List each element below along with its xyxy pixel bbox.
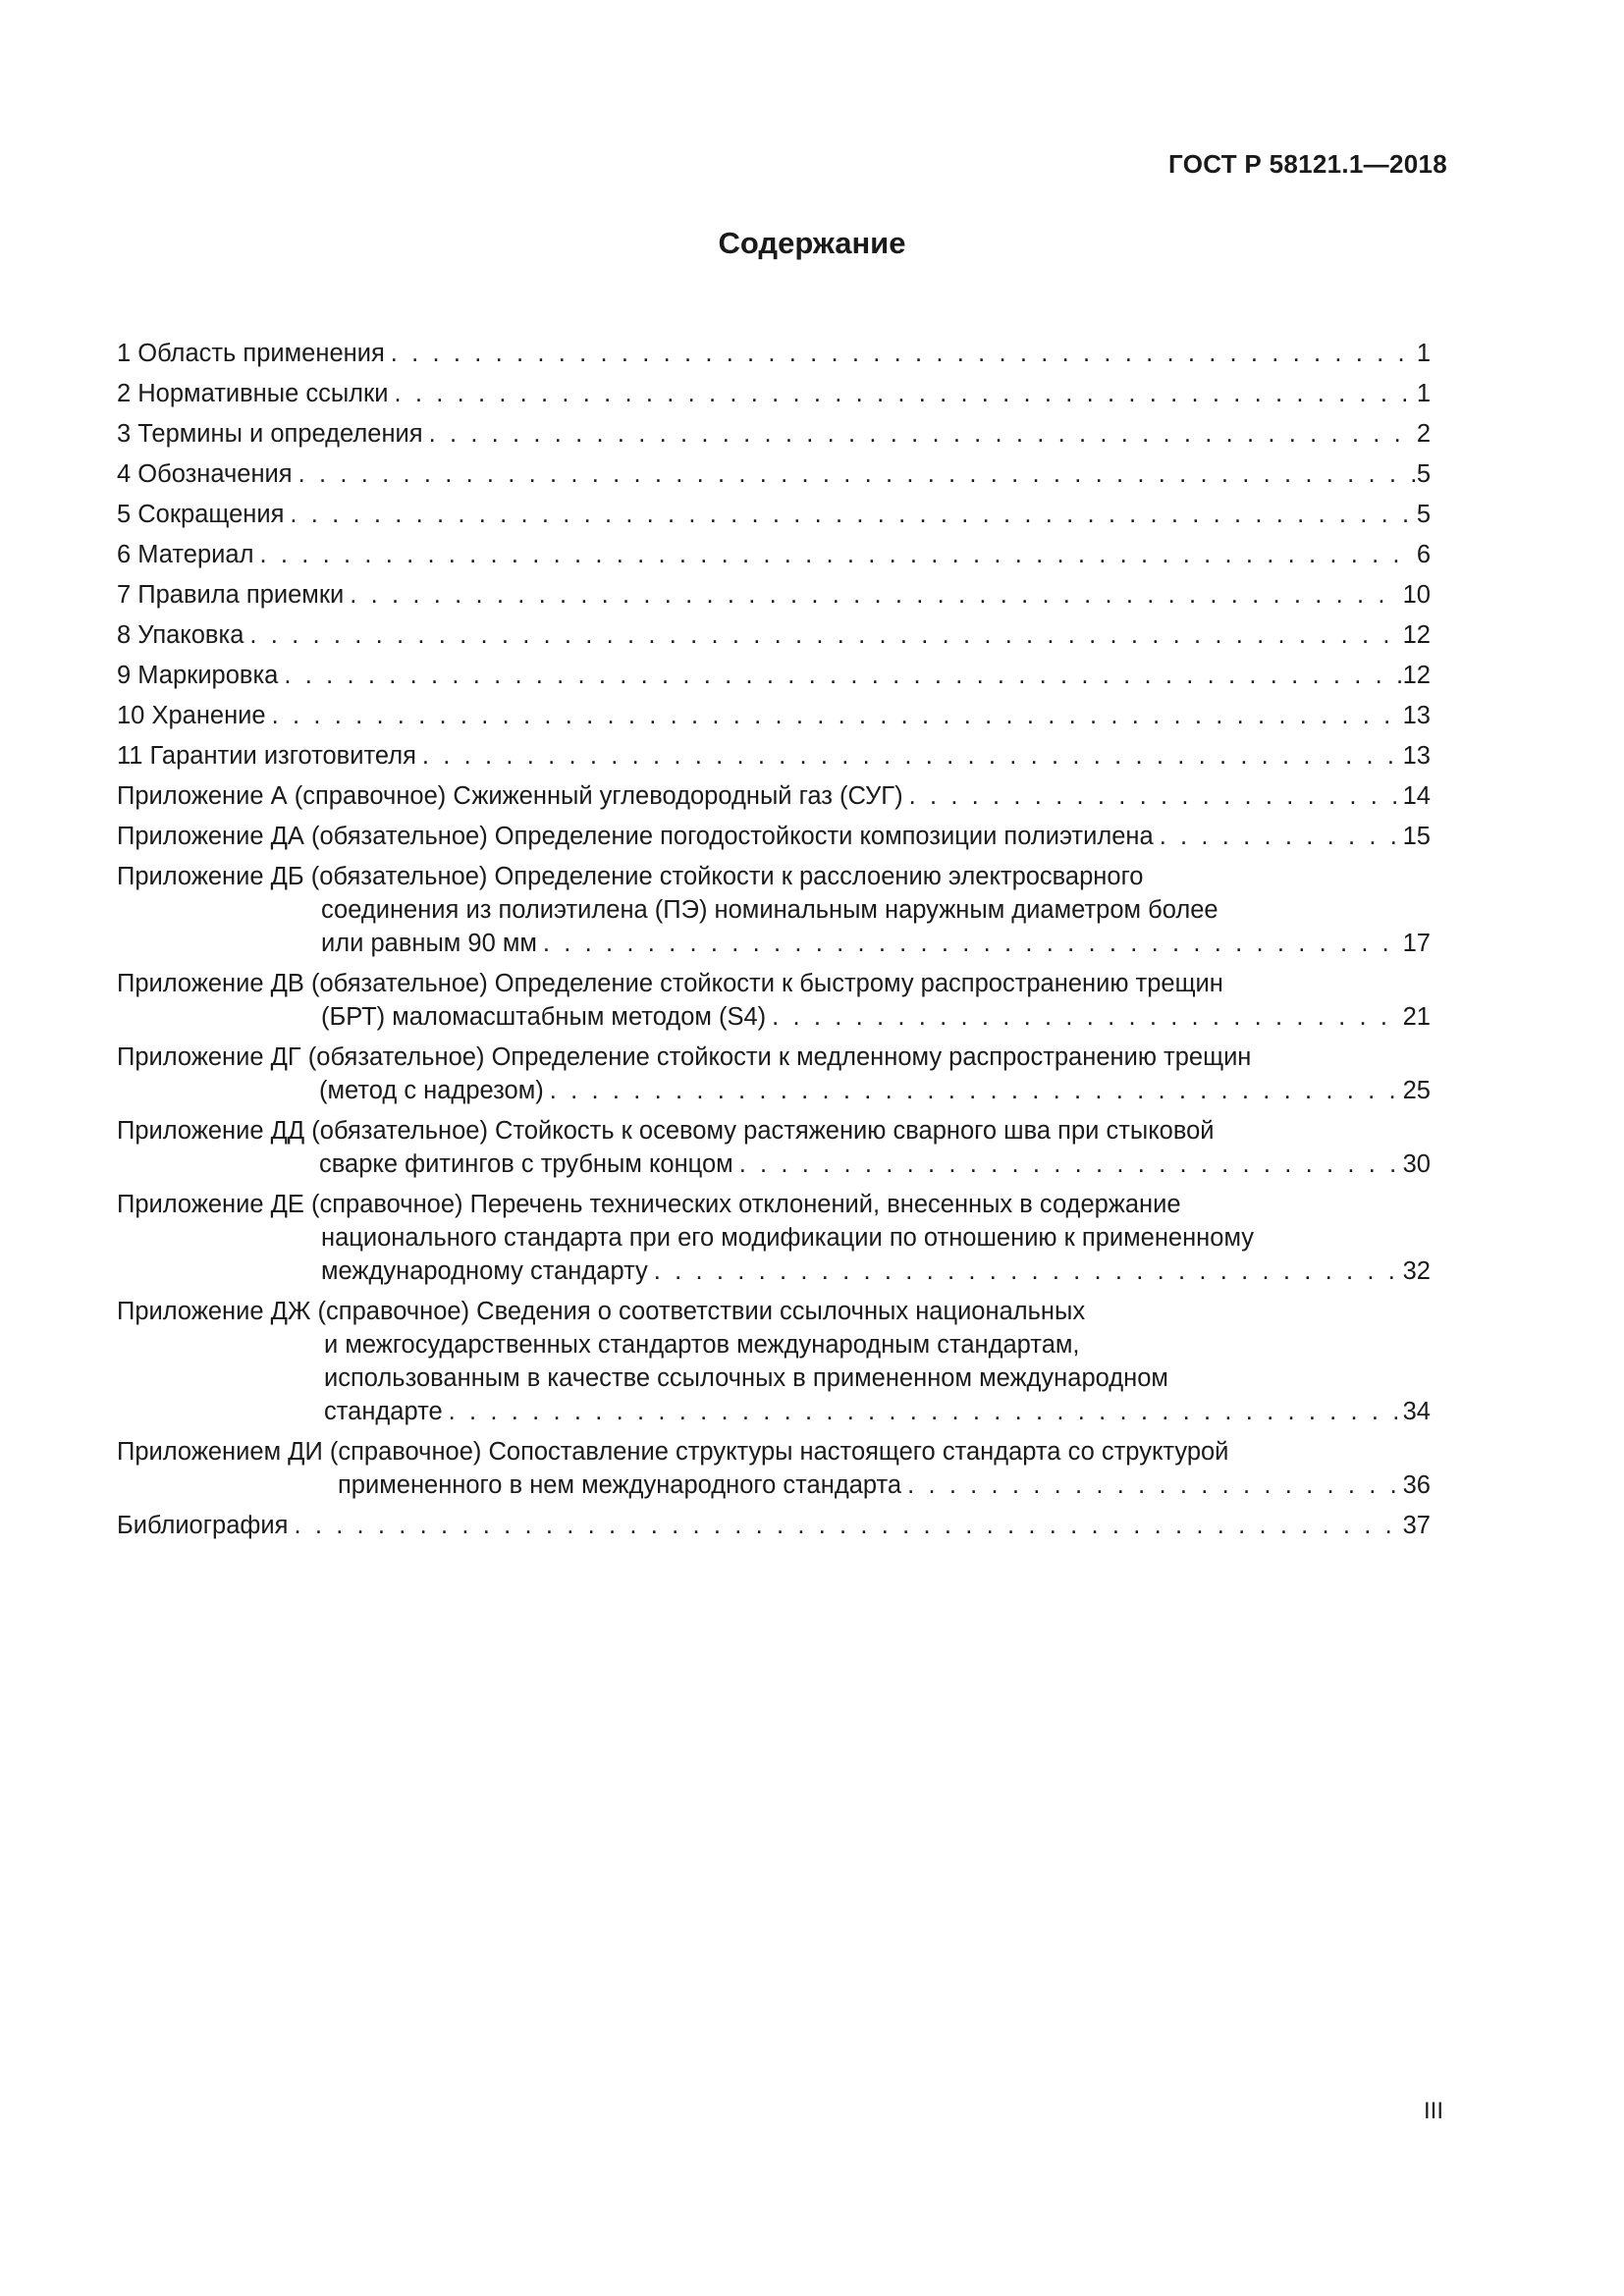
toc-entry[interactable]	[117, 659, 1431, 692]
toc-entry[interactable]	[117, 967, 1431, 1034]
toc-entry[interactable]	[117, 337, 1431, 370]
dot-leader	[543, 927, 1401, 960]
dot-leader	[1160, 820, 1401, 853]
dot-leader	[449, 1395, 1401, 1428]
toc-entry[interactable]	[117, 498, 1431, 531]
dot-leader	[284, 659, 1400, 692]
toc-entry-page: 17	[1402, 930, 1431, 957]
dot-leader	[909, 779, 1401, 813]
toc-entry-title: 6 Материал	[117, 541, 254, 568]
dot-leader	[290, 498, 1414, 531]
toc-entry-title: (метод с надрезом)	[319, 1077, 544, 1104]
toc-entry-title: 10 Хранение	[117, 702, 266, 729]
toc-entry-page: 6	[1416, 541, 1431, 568]
toc-entry-page: 10	[1402, 581, 1431, 609]
toc-entry-title: и межгосударственных стандартов международным стандартам,	[324, 1331, 1080, 1359]
toc-entry-title: стандарте	[324, 1398, 443, 1425]
toc-entry[interactable]	[117, 699, 1431, 732]
toc-entry-title: 4 Обозначения	[117, 460, 293, 488]
dot-leader	[422, 739, 1401, 773]
dot-leader	[298, 457, 1415, 491]
toc-entry-page: 12	[1402, 621, 1431, 649]
toc-entry-title: Библиография	[117, 1512, 289, 1539]
toc-entry-title: национального стандарта при его модификации по отношению к примененному	[321, 1224, 1255, 1252]
toc-entry[interactable]	[117, 820, 1431, 853]
toc-entry[interactable]	[117, 860, 1431, 960]
toc-entry[interactable]	[117, 1435, 1431, 1502]
toc-entry-title: примененного в нем международного стандарта	[338, 1471, 902, 1499]
toc-entry-page: 1	[1416, 380, 1431, 407]
toc-entry-title: Приложение ДВ (обязательное) Определение стойкости к быстрому распространению трещин	[117, 970, 1223, 997]
toc-entry[interactable]	[117, 578, 1431, 612]
toc-entry-page: 32	[1402, 1257, 1431, 1285]
toc-entry-page: 5	[1416, 501, 1431, 528]
page-number: III	[1423, 2098, 1443, 2124]
toc-entry[interactable]	[117, 538, 1431, 571]
toc-entry[interactable]	[117, 1188, 1431, 1288]
table-of-contents	[117, 337, 1431, 1549]
dot-leader	[259, 538, 1414, 571]
dot-leader	[654, 1255, 1401, 1288]
toc-entry[interactable]	[117, 1114, 1431, 1181]
dot-leader	[350, 578, 1400, 612]
toc-entry-title: или равным 90 мм	[321, 930, 537, 957]
toc-entry-title: 7 Правила приемки	[117, 581, 345, 609]
toc-entry-title: Приложение ДГ (обязательное) Определение стойкости к медленному распространению трещин	[117, 1043, 1252, 1071]
toc-entry-title: 1 Область применения	[117, 340, 385, 367]
toc-entry-title: 8 Упаковка	[117, 621, 244, 649]
toc-entry-title: Приложение ДД (обязательное) Стойкость к осевому растяжению сварного шва при стыковой	[117, 1117, 1215, 1145]
toc-entry-page: 30	[1402, 1150, 1431, 1178]
toc-entry[interactable]	[117, 457, 1431, 491]
toc-entry-page: 34	[1402, 1398, 1431, 1425]
toc-entry[interactable]	[117, 618, 1431, 652]
toc-entry-page: 36	[1402, 1471, 1431, 1499]
toc-entry-title: Приложение ДЖ (справочное) Сведения о соответствии ссылочных национальных	[117, 1298, 1086, 1325]
dot-leader	[391, 337, 1415, 370]
toc-entry-page: 13	[1402, 742, 1431, 770]
toc-entry-title: использованным в качестве ссылочных в примененном международном	[324, 1364, 1168, 1392]
dot-leader	[739, 1148, 1401, 1181]
toc-entry[interactable]	[117, 779, 1431, 813]
toc-entry-page: 25	[1402, 1077, 1431, 1104]
toc-entry-title: 11 Гарантии изготовителя	[117, 742, 416, 770]
toc-entry[interactable]	[117, 1509, 1431, 1542]
toc-entry-page: 12	[1402, 662, 1431, 689]
dot-leader	[272, 699, 1401, 732]
toc-entry-title: международному стандарту	[321, 1257, 648, 1285]
toc-entry-title: 5 Сокращения	[117, 501, 285, 528]
toc-entry-title: (БРТ) маломасштабным методом (S4)	[321, 1003, 767, 1031]
toc-entry-page: 1	[1416, 340, 1431, 367]
toc-entry-page: 15	[1402, 823, 1431, 850]
toc-entry-page: 2	[1416, 420, 1431, 448]
toc-entry-title: Приложением ДИ (справочное) Сопоставление структуры настоящего стандарта со структурой	[117, 1438, 1229, 1466]
document-code: ГОСТ Р 58121.1—2018	[1168, 149, 1447, 179]
dot-leader	[429, 417, 1415, 451]
toc-entry[interactable]	[117, 1041, 1431, 1107]
toc-entry-page: 37	[1402, 1512, 1431, 1539]
dot-leader	[772, 1000, 1400, 1034]
toc-entry-page: 5	[1416, 460, 1431, 488]
dot-leader	[907, 1468, 1401, 1502]
toc-entry[interactable]	[117, 377, 1431, 410]
dot-leader	[294, 1509, 1400, 1542]
dot-leader	[249, 618, 1400, 652]
toc-entry-title: Приложение ДА (обязательное) Определение погодостойкости композиции полиэтилена	[117, 823, 1154, 850]
dot-leader	[550, 1074, 1401, 1107]
toc-entry-title: 2 Нормативные ссылки	[117, 380, 389, 407]
toc-entry-page: 13	[1402, 702, 1431, 729]
toc-entry-title: Приложение А (справочное) Сжиженный углеводородный газ (СУГ)	[117, 782, 903, 810]
toc-entry-title: 9 Маркировка	[117, 662, 279, 689]
toc-entry-page: 14	[1402, 782, 1431, 810]
toc-title: Содержание	[718, 226, 906, 260]
toc-entry-title: 3 Термины и определения	[117, 420, 423, 448]
toc-entry-page: 21	[1402, 1003, 1431, 1031]
toc-entry[interactable]	[117, 739, 1431, 773]
toc-entry-title: сварке фитингов с трубным концом	[319, 1150, 733, 1178]
dot-leader	[394, 377, 1414, 410]
toc-entry[interactable]	[117, 1295, 1431, 1428]
toc-entry[interactable]	[117, 417, 1431, 451]
toc-entry-title: Приложение ДБ (обязательное) Определение стойкости к расслоению электросварного	[117, 863, 1144, 890]
toc-entry-title: Приложение ДЕ (справочное) Перечень технических отклонений, внесенных в содержание	[117, 1191, 1181, 1218]
toc-entry-title: соединения из полиэтилена (ПЭ) номинальным наружным диаметром более	[321, 896, 1218, 924]
